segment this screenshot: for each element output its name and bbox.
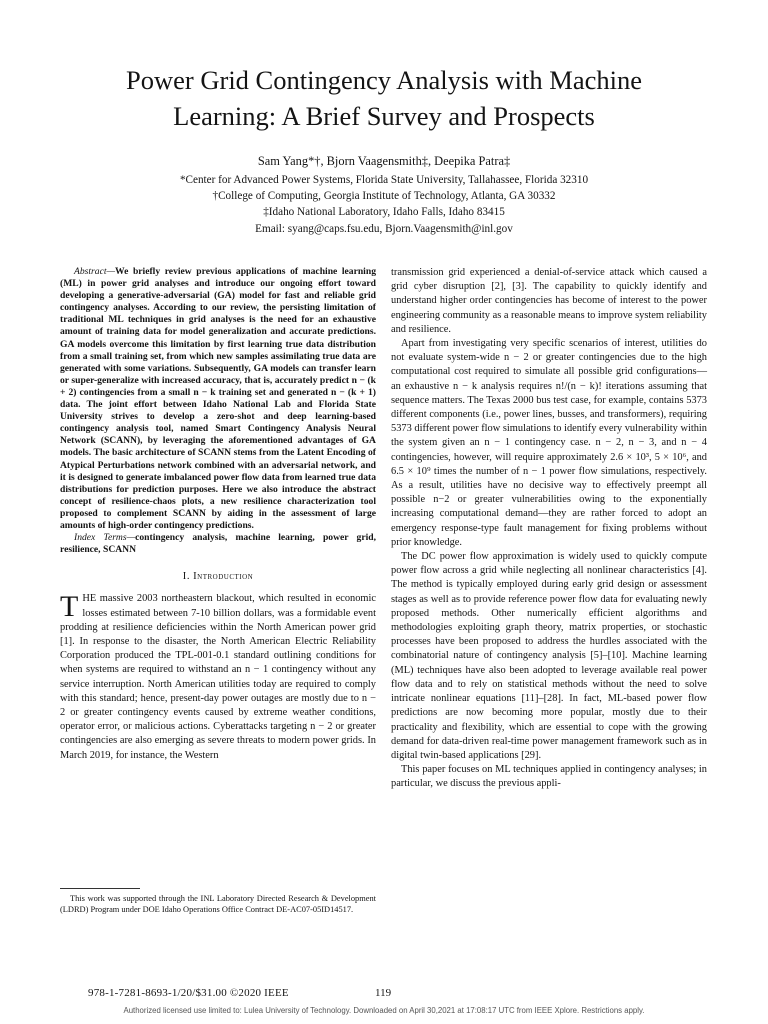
right-column [391, 266, 707, 792]
right-paragraph-4: This paper focuses on ML techniques applied in contingency analyses; in particular, we discuss the previous appli- [391, 764, 707, 790]
page-number: 119 [375, 987, 392, 999]
funding-footnote [60, 888, 376, 915]
left-column [60, 266, 376, 763]
drop-cap: T [60, 590, 79, 624]
affiliation-inl: ‡Idaho National Laboratory, Idaho Falls, Idaho 83415 [263, 206, 505, 219]
index-terms-lead: Index Terms— [74, 532, 136, 544]
isbn-copyright: 978-1-7281-8693-1/20/$31.00 ©2020 IEEE [88, 987, 289, 999]
abstract [60, 266, 376, 532]
abstract-text: We briefly review previous applications of machine learning (ML) in power grid analyses and introduce our ongoing effort toward developing a generative-adversarial (GA) model for fast and reliable grid contingency analyses. According to our review, the persisting limitation of traditional ML techniques in grid analyses is the need for an exhaustive amount of training data for model generalization and accurate predictions. GA models overcome this limitation by first learning true data distribution from a small training set, from which new samples assimilating true data are generated with some variations. Subsequently, GA models can transfer learn or super-generalize with increased accuracy, that is, accurately predict n − (k + 2) contingencies from a small n − k training set and generated n − (k + 1) data. The joint effort between Idaho National Lab and Florida State University strives to develop a zero-shot and deep learning-based contingency analysis tool, named Smart Contingency Analysis Neural Network (SCANN), by leveraging the aforementioned advantages of GA models. The basic architecture of SCANN stems from the Latent Encoding of Atypical Perturbations network combined with an adversarial network, and it is designed to generate imbalanced power flow data from learned true data distributions for prediction purposes. Here we also introduce the abstract concept of resilience-chaos plots, a new resilience characterization tool proposed to complement SCANN by aiding in the assessment of large amounts of high-order contingency predictions. [60, 266, 376, 531]
abstract-lead: Abstract— [74, 266, 116, 277]
intro-paragraph-1 [60, 592, 376, 762]
title-line-2: Learning: A Brief Survey and Prospects [173, 101, 595, 131]
right-paragraph-1: transmission grid experienced a denial-of-service attack which caused a grid cyber disruption [2], [3]. The capability to quickly identify and understand higher order contingencies has become of interest to the power engineering community as a reasonable means to improve system reliability and resilience. [391, 267, 707, 335]
right-paragraph-2: Apart from investigating very specific scenarios of interest, utilities do not evaluate system-wide n − 2 or greater contingencies due to the high computational cost required to simulate all possible grid configurations—an exhaustive n − k analysis requires n!/(n − k)! iterations assuming that sequence matters. The Texas 2000 bus test case, for example, contains 5373 different components (i.e., power lines, busses, and transformers), requiring 5373 different power flow simulations to identify every vulnerability within the system given an n − 1 contingency case. n − 2, n − 3, and n − 4 contingencies, however, will require approximately 2.6 × 10³, 5 × 10⁶, and 6.5 × 10⁹ times the number of n − 1 power flow simulations, respectively. As a result, utilities have no decisive way to effectively preempt all possible n−2 or greater vulnerabilities owing to the exponentially increasing computational demand—they are rather forced to adopt an emergency response-type fault management for fixing problems without prior knowledge. [391, 338, 707, 548]
intro-paragraph-1-text: HE massive 2003 northeastern blackout, which resulted in economic losses estimated between 7-10 billion dollars, was a formidable event prodding at resilience deficiencies within the North American power grid [1]. In response to the disaster, the North American Electric Reliability Corporation produced the TPL-001-0.1 standard outlining conditions for when systems are required to withstand an n − 1 contingency without any service interruption. North American utilities today are required to comply with this standard; hence, present-day power outages are mostly due to n − 2 or greater contingency events caused by extreme weather conditions, operator error, or malicious actions. Cyberattacks targeting n − 2 or greater contingencies are also emerging as severe threats to modern power grids. In March 2019, for instance, the Western [60, 593, 376, 761]
section-heading-introduction: I. Introduction [182, 571, 254, 583]
index-terms [60, 532, 376, 556]
license-notice: Authorized licensed use limited to: Lulea University of Technology. Downloaded on April 30,2021 at 17:08:17 UTC from IEEE Xplore. Restrictions apply. [123, 1006, 645, 1015]
author-list: Sam Yang*†, Bjorn Vaagensmith‡, Deepika Patra‡ [257, 154, 511, 168]
footnote-rule [60, 888, 140, 889]
paper-title [40, 62, 728, 134]
affiliation-fsu: *Center for Advanced Power Systems, Florida State University, Tallahassee, Florida 32310 [179, 174, 589, 186]
right-paragraph-3: The DC power flow approximation is widely used to quickly compute power flow across a grid while neglecting all nonlinear characteristics [4]. The method is typically employed during early grid design or assessment stages as well as to provide reference power flow data for evaluating newly proposed methods. Other numerically efficient algorithms and methodologies exploiting graph theory, matrix properties, or stochastic processes have been proposed to address the hurdles associated with the combinatorial nature of contingency analysis [5]–[10]. Machine learning (ML) techniques have also been adopted to leverage available real power flow data and to rely on statistical methods without the need to solve intricate nonlinear equations [11]–[28]. In fact, ML-based power flow predictions are now becoming more popular, mostly due to their practicality and flexibility, which are essential to cope with the growing demand for data-driven real-time power management framework such as in digital twin-based applications [29]. [391, 551, 707, 761]
author-emails: Email: syang@caps.fsu.edu, Bjorn.Vaagensmith@inl.gov [255, 222, 513, 235]
footnote-text: This work was supported through the INL Laboratory Directed Research & Development (LDRD) Program under DOE Idaho Operations Office Contract DE-AC07-05ID14517. [60, 894, 376, 915]
affiliations [40, 172, 728, 237]
title-line-1: Power Grid Contingency Analysis with Machine [126, 65, 642, 95]
index-terms-text: contingency analysis, machine learning, power grid, resilience, SCANN [60, 532, 376, 556]
affiliation-gatech: †College of Computing, Georgia Institute of Technology, Atlanta, GA 30332 [212, 190, 556, 203]
